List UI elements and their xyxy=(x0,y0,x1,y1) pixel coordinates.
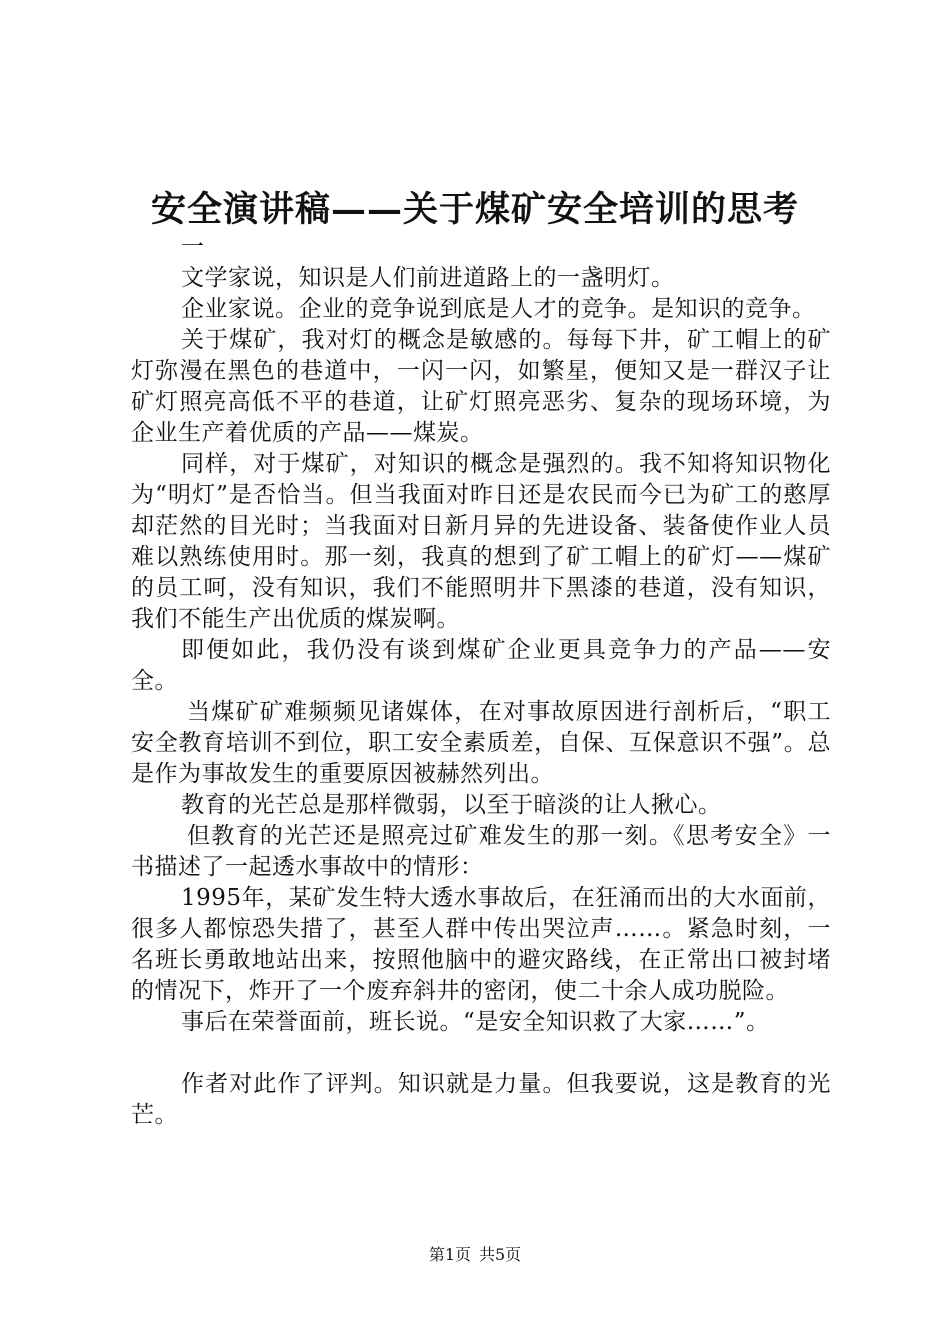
paragraph-10: 事后在荣誉面前，班长说。“是安全知识救了大家……”。 xyxy=(181,1009,770,1035)
paragraph-6: 当煤矿矿难频频见诸媒体，在对事故原因进行剖析后，“职工安全教育培训不到位，职工安全素质差，自保、互保意识不强”。总是作为事故发生的重要原因被赫然列出。 xyxy=(131,699,831,787)
paragraph-9: 1995年，某矿发生特大透水事故后，在狂涌而出的大水面前，很多人都惊恐失措了，甚至人群中传出哭泣声……。紧急时刻，一名班长勇敢地站出来，按照他脑中的避灾路线，在正常出口被封堵的情况下，炸开了一个废弃斜井的密闭，使二十余人成功脱险。 xyxy=(131,885,831,1004)
page-total: 共5页 xyxy=(479,1245,522,1264)
paragraph-1: 文学家说，知识是人们前进道路上的一盏明灯。 xyxy=(181,265,675,291)
paragraph-5: 即便如此，我仍没有谈到煤矿企业更具竞争力的产品——安全。 xyxy=(131,637,831,694)
paragraph-3: 关于煤矿，我对灯的概念是敏感的。每每下井，矿工帽上的矿灯弥漫在黑色的巷道中，一闪一闪，如繁星，便知又是一群汉子让矿灯照亮高低不平的巷道，让矿灯照亮恶劣、复杂的现场环境，为企业生产着优质的产品——煤炭。 xyxy=(131,327,831,446)
paragraph-8: 但教育的光芒还是照亮过矿难发生的那一刻。《思考安全》一书描述了一起透水事故中的情形： xyxy=(131,823,831,880)
paragraph-4: 同样，对于煤矿，对知识的概念是强烈的。我不知将知识物化为“明灯”是否恰当。但当我面对昨日还是农民而今已为矿工的憨厚却茫然的目光时；当我面对日新月异的先进设备、装备使作业人员难以熟练使用时。那一刻，我真的想到了矿工帽上的矿灯——煤矿的员工呵，没有知识，我们不能照明井下黑漆的巷道，没有知识，我们不能生产出优质的煤炭啊。 xyxy=(131,451,831,632)
paragraph-spacer xyxy=(131,1038,831,1069)
document-body xyxy=(131,232,831,1131)
document-title: 安全演讲稿——关于煤矿安全培训的思考 xyxy=(150,189,799,230)
paragraph-11: 作者对此作了评判。知识就是力量。但我要说，这是教育的光芒。 xyxy=(131,1071,831,1128)
paragraph-2: 企业家说。企业的竞争说到底是人才的竞争。是知识的竞争。 xyxy=(181,296,816,322)
page-number: 第1页 xyxy=(428,1245,471,1264)
section-number: 一 xyxy=(181,234,205,260)
paragraph-7: 教育的光芒总是那样微弱，以至于暗淡的让人揪心。 xyxy=(181,792,722,818)
page-footer xyxy=(0,1244,950,1266)
